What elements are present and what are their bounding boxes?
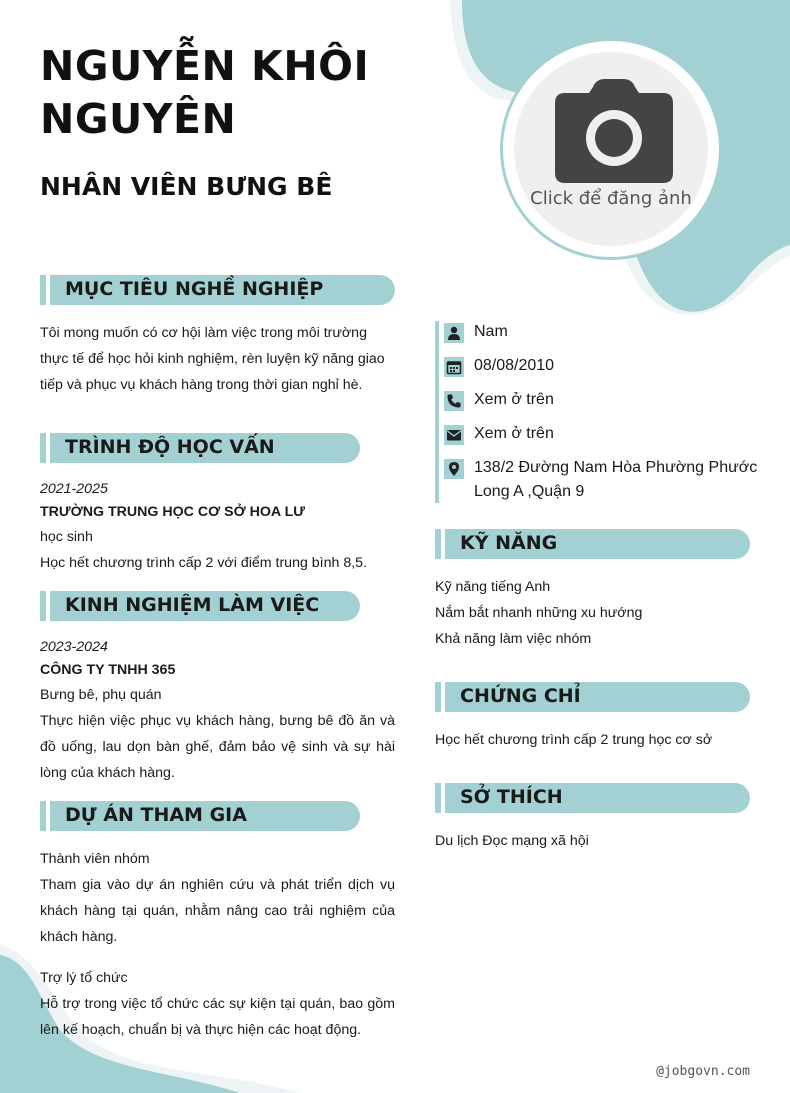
section-header-certificates — [435, 682, 750, 712]
section-title: CHỨNG CHỈ — [460, 685, 581, 707]
email-icon — [444, 425, 464, 445]
person-icon — [444, 323, 464, 343]
objective-text: Tôi mong muốn có cơ hội làm việc trong môi trường thực tế để học hỏi kinh nghiệm, rèn luyện kỹ năng giao tiếp và phục vụ khách hàng trong thời gian nghỉ hè. — [40, 325, 385, 393]
skill-item: Khả năng làm việc nhóm — [435, 631, 592, 647]
education-school: TRƯỜNG TRUNG HỌC CƠ SỞ HOA LƯ — [40, 504, 306, 520]
education-detail: Học hết chương trình cấp 2 với điểm trung bình 8,5. — [40, 555, 368, 571]
avatar-upload-label: Click để đăng ảnh — [530, 188, 692, 209]
section-header-objective — [40, 275, 395, 305]
skill-item: Nắm bắt nhanh những xu hướng — [435, 605, 643, 621]
experience-period: 2023-2024 — [40, 639, 108, 655]
section-title: KINH NGHIỆM LÀM VIỆC — [65, 594, 320, 616]
avatar-upload[interactable] — [500, 38, 722, 260]
name-line-1: NGUYỄN KHÔI — [40, 42, 370, 90]
contact-phone: Xem ở trên — [474, 391, 554, 408]
project-detail: Tham gia vào dự án nghiên cứu và phát triển dịch vụ khách hàng tại quán, nhằm nâng cao trải nghiệm của khách hàng. — [40, 877, 395, 945]
section-title: DỰ ÁN THAM GIA — [65, 804, 247, 826]
education-period: 2021-2025 — [40, 481, 108, 497]
project-role: Trợ lý tổ chức — [40, 970, 128, 986]
contact-accent-bar — [435, 321, 439, 503]
section-title: MỤC TIÊU NGHỀ NGHIỆP — [65, 278, 324, 300]
project-detail: Hỗ trợ trong việc tổ chức các sự kiện tại quán, bao gồm lên kế hoạch, chuẩn bị và thực hiện các hoạt động. — [40, 996, 395, 1038]
section-header-education — [40, 433, 360, 463]
section-header-skills — [435, 529, 750, 559]
education-role: học sinh — [40, 529, 93, 545]
experience-role: Bưng bê, phụ quán — [40, 687, 162, 703]
avatar-placeholder[interactable] — [514, 52, 708, 246]
contact-gender: Nam — [474, 323, 508, 340]
section-title: TRÌNH ĐỘ HỌC VẤN — [65, 436, 275, 458]
contact-address: 138/2 Đường Nam Hòa Phường Phước Long A ,Quận 9 — [474, 459, 758, 500]
section-header-experience — [40, 591, 360, 621]
name-line-2: NGUYÊN — [40, 95, 237, 143]
section-header-projects — [40, 801, 360, 831]
section-title: SỞ THÍCH — [460, 786, 563, 808]
certificate-text: Học hết chương trình cấp 2 trung học cơ sở — [435, 732, 713, 748]
candidate-name — [40, 40, 460, 146]
section-header-hobbies — [435, 783, 750, 813]
hobbies-text: Du lịch Đọc mạng xã hội — [435, 833, 589, 849]
section-title: KỸ NĂNG — [460, 532, 558, 554]
location-pin-icon — [444, 459, 464, 479]
experience-company: CÔNG TY TNHH 365 — [40, 662, 176, 678]
skill-item: Kỹ năng tiếng Anh — [435, 579, 551, 595]
job-title: NHÂN VIÊN BƯNG BÊ — [40, 172, 333, 201]
camera-icon — [555, 79, 673, 183]
phone-icon — [444, 391, 464, 411]
watermark-link[interactable]: @jobgovn.com — [656, 1064, 750, 1079]
contact-birthday: 08/08/2010 — [474, 357, 555, 374]
calendar-icon — [444, 357, 464, 377]
contact-email: Xem ở trên — [474, 425, 554, 442]
project-role: Thành viên nhóm — [40, 851, 150, 867]
experience-detail: Thực hiện việc phục vụ khách hàng, bưng bê đồ ăn và đồ uống, lau dọn bàn ghế, đảm bảo vệ sinh và sự hài lòng của khách hàng. — [40, 713, 395, 781]
